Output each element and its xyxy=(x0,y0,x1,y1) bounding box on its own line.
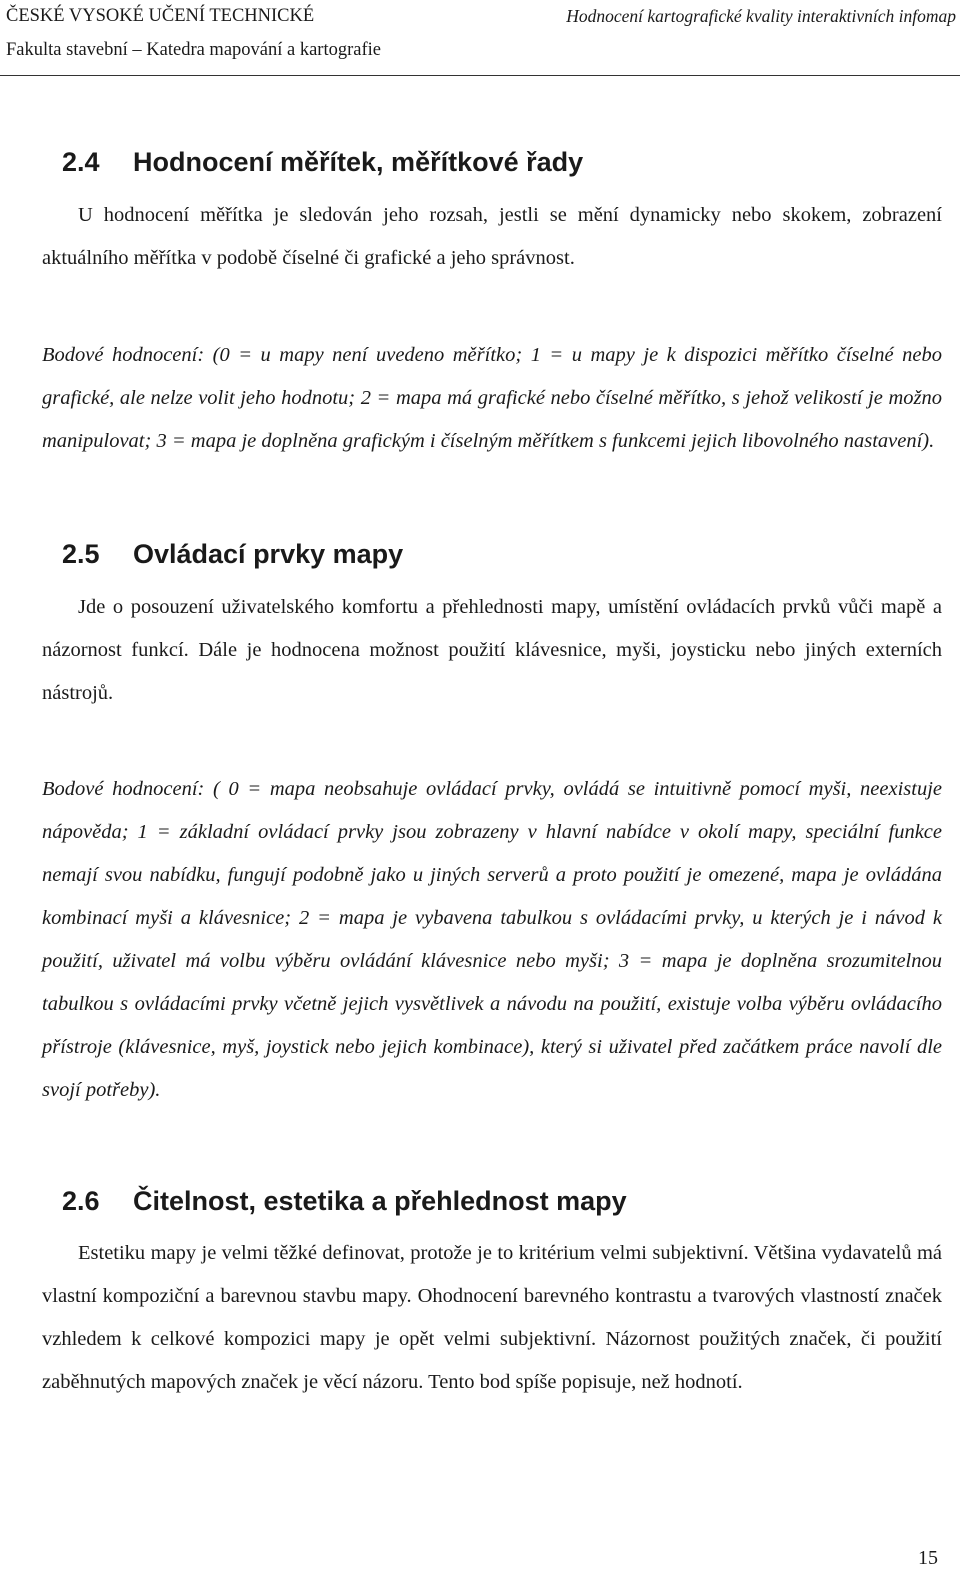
section-paragraph-2-5: Jde o posouzení uživatelského komfortu a přehlednosti mapy, umístění ovládacích prvků vůči mapě a názornost funkcí. Dále je hodnocena možnost použití klávesnice, myši, joysticku nebo jiných externích nástrojů. xyxy=(42,596,942,704)
section-title: Čitelnost, estetika a přehlednost mapy xyxy=(133,1186,627,1216)
section-title: Ovládací prvky mapy xyxy=(133,539,404,569)
scoring-paragraph-2-5: Bodové hodnocení: ( 0 = mapa neobsahuje ovládací prvky, ovládá se intuitivně pomocí myši, neexistuje nápověda; 1 = základní ovládací prvky jsou zobrazeny v hlavní nabídce v okolí mapy, speciální funkce nemají svou nabídku, fungují podobně jako u jiných serverů a proto použití je omezené, mapa je ovládána kombinací myši a klávesnice; 2 = mapa je vybavena tabulkou s ovládacími prvky, u kterých je i návod k použití, uživatel má volbu výběru ovládání klávesnice nebo myši; 3 = mapa je doplněna srozumitelnou tabulkou s ovládacími prvky včetně jejich vysvětlivek a návodu na použití, existuje volba výběru ovládacího přístroje (klávesnice, myš, joystick nebo jejich kombinace), který si uživatel před začátkem práce navolí dle svojí potřeby). xyxy=(42,778,942,1101)
section-number: 2.6 xyxy=(62,1186,100,1216)
section-number: 2.4 xyxy=(62,147,100,177)
page-number: 15 xyxy=(918,1547,938,1569)
running-header xyxy=(6,0,381,66)
section-heading-2-4 xyxy=(62,142,583,182)
section-title: Hodnocení měřítek, měřítkové řady xyxy=(133,147,584,177)
document-title: Hodnocení kartografické kvality interaktivních infomap xyxy=(566,6,956,26)
scoring-paragraph-2-4: Bodové hodnocení: (0 = u mapy není uvedeno měřítko; 1 = u mapy je k dispozici měřítko číselné nebo grafické, ale nelze volit jeho hodnotu; 2 = mapa má grafické nebo číselné měřítko, s jehož velikostí je možno manipulovat; 3 = mapa je doplněna grafickým i číselným měřítkem s funkcemi jejich libovolného nastavení). xyxy=(42,344,942,452)
section-paragraph-2-6: Estetiku mapy je velmi těžké definovat, protože je to kritérium velmi subjektivní. Většina vydavatelů má vlastní kompoziční a barevnou stavbu mapy. Ohodnocení barevného kontrastu a tvarových vlastností značek vzhledem k celkové kompozici mapy je opět velmi subjektivní. Názornost použitých značek, či použití zaběhnutých mapových značek je věcí názoru. Tento bod spíše popisuje, než hodnotí. xyxy=(42,1242,942,1393)
section-number: 2.5 xyxy=(62,539,100,569)
university-name: ČESKÉ VYSOKÉ UČENÍ TECHNICKÉ xyxy=(6,6,315,26)
section-paragraph-2-4: U hodnocení měřítka je sledován jeho rozsah, jestli se mění dynamicky nebo skokem, zobrazení aktuálního měřítka v podobě číselné či grafické a jeho správnost. xyxy=(42,204,942,269)
faculty-name: Fakulta stavební – Katedra mapování a kartografie xyxy=(6,40,381,60)
header-divider xyxy=(0,75,960,76)
section-heading-2-6 xyxy=(62,1181,627,1221)
section-heading-2-5 xyxy=(62,534,403,574)
